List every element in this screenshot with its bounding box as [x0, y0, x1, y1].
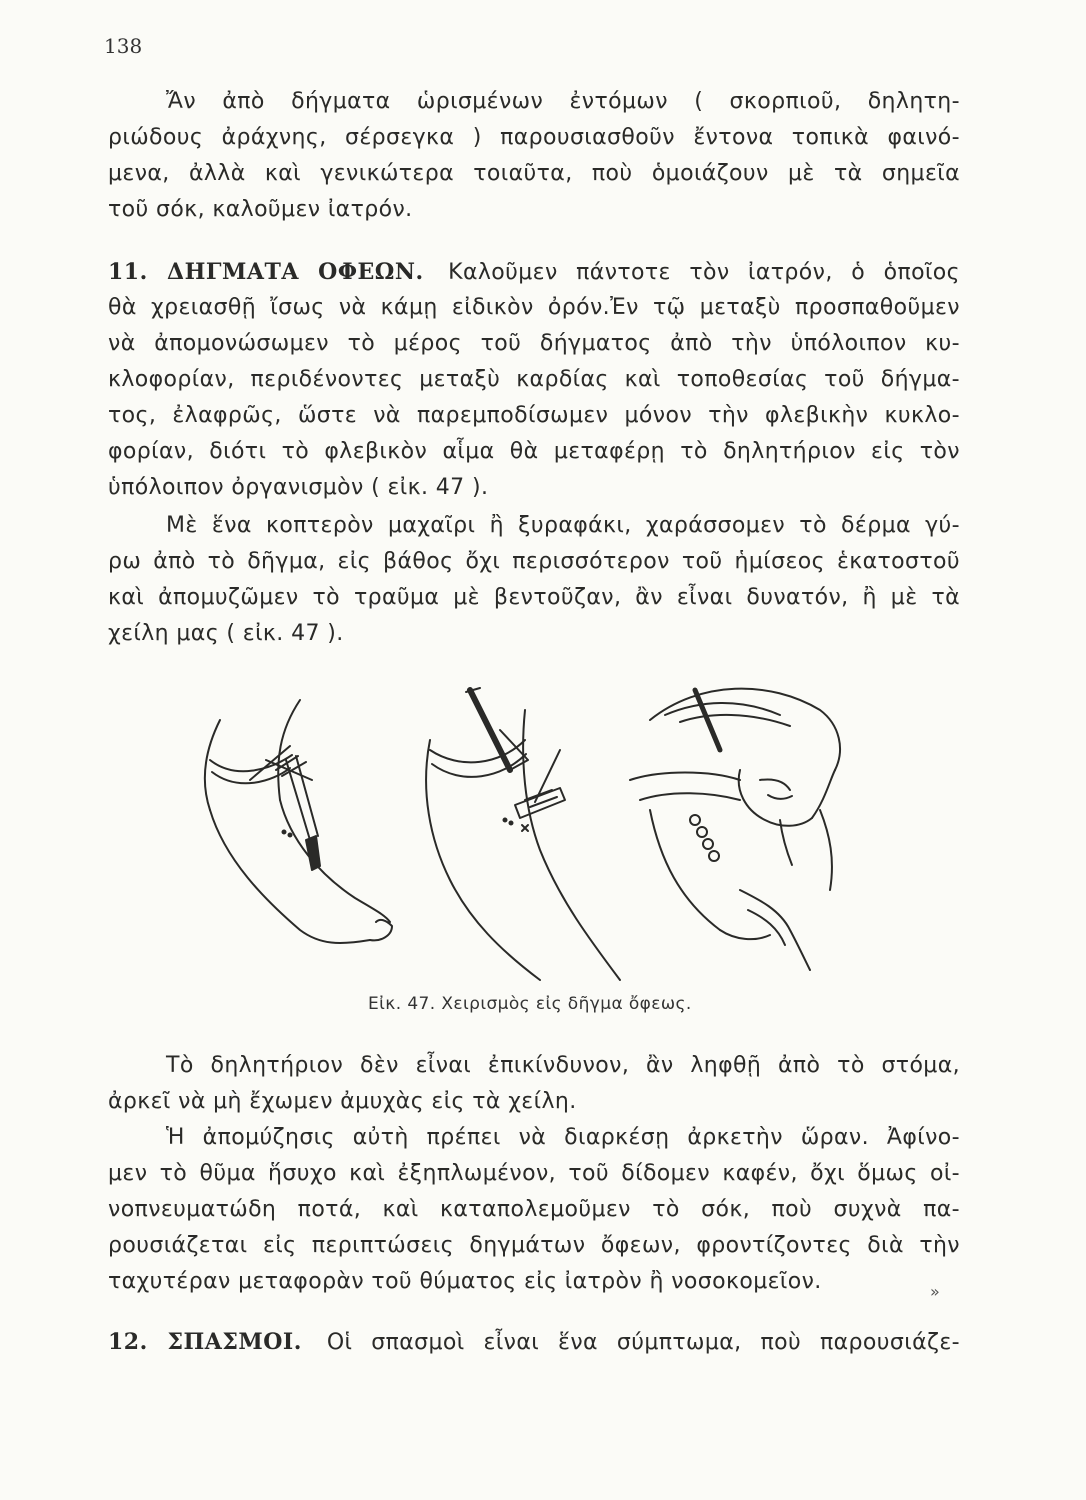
section-heading-12: 12. ΣΠΑΣΜΟΙ. [108, 1329, 302, 1355]
text-run: Οἱ σπασμοὶ εἶναι ἕνα σύμπτωμα, ποὺ παρουσιάζε- [326, 1330, 960, 1355]
text-line: χείλη μας ( εἰκ. 47 ). [108, 621, 344, 646]
text-line: ρουσιάζεται εἰς περιπτώσεις δηγμάτων ὄφεων, φροντίζοντες διὰ τὴν [108, 1233, 960, 1258]
paragraph-snake-bites [108, 254, 960, 506]
paragraph-insect-bites [108, 84, 960, 228]
text-line: Μὲ ἕνα κοπτερὸν μαχαῖρι ἢ ξυραφάκι, χαράσσομεν τὸ δέρμα γύ- [166, 513, 960, 538]
text-line: ρω ἀπὸ τὸ δῆγμα, εἰς βάθος ὄχι περισσότερον τοῦ ἡμίσεος ἑκατοστοῦ [108, 549, 960, 574]
text-line: ταχυτέραν μεταφορὰν τοῦ θύματος εἰς ἰατρὸν ἢ νοσοκομεῖον. [108, 1269, 822, 1294]
figure-caption: Εἰκ. 47. Χειρισμὸς εἰς δῆγμα ὄφεως. [368, 994, 692, 1014]
margin-mark: » [930, 1282, 940, 1301]
page-number: 138 [104, 34, 143, 58]
text-line: Ἄν ἀπὸ δήγματα ὡρισμένων ἐντόμων ( σκορπιοῦ, δηλητη- [166, 89, 960, 114]
paragraph-poison-mouth [108, 1048, 960, 1120]
text-line: ὑπόλοιπον ὀργανισμὸν ( εἰκ. 47 ). [108, 475, 489, 500]
figure-47-illustration [180, 660, 960, 990]
text-line: νοπνευματώδη ποτά, καὶ καταπολεμοῦμεν τὸ σόκ, ποὺ συχνὰ πα- [108, 1197, 960, 1222]
text-line [108, 1324, 960, 1360]
text-run: Καλοῦμεν πάντοτε τὸν ἰατρόν, ὁ ὁποῖος [448, 260, 960, 285]
text-line: μεν τὸ θῦμα ἥσυχο καὶ ἐξηπλωμένον, τοῦ δίδομεν καφέν, ὄχι ὅμως οἰ- [108, 1161, 960, 1186]
text-line: Ἡ ἀπομύζησις αὐτὴ πρέπει νὰ διαρκέσῃ ἀρκετὴν ὥραν. Ἀφίνο- [166, 1125, 960, 1150]
arm-tourniquet-drawing [205, 700, 392, 943]
text-line: ἀρκεῖ νὰ μὴ ἔχωμεν ἀμυχὰς εἰς τὰ χείλη. [108, 1089, 577, 1114]
paragraph-incision [108, 508, 960, 652]
text-line: φορίαν, διότι τὸ φλεβικὸν αἷμα θὰ μεταφέρῃ τὸ δηλητήριον εἰς τὸν [108, 439, 960, 464]
text-line: Τὸ δηλητήριον δὲν εἶναι ἐπικίνδυνον, ἂν ληφθῇ ἀπὸ τὸ στόμα, [166, 1053, 960, 1078]
text-line: μενα, ἀλλὰ καὶ γενικώτερα τοιαῦτα, ποὺ ὁμοιάζουν μὲ τὰ σημεῖα [108, 161, 960, 186]
paragraph-suction-duration [108, 1120, 960, 1300]
text-line: τοῦ σόκ, καλοῦμεν ἰατρόν. [108, 197, 413, 222]
text-line: τος, ἐλαφρῶς, ὥστε νὰ παρεμποδίσωμεν μόνον τὴν φλεβικὴν κυκλο- [108, 403, 960, 428]
text-line: νὰ ἀπομονώσωμεν τὸ μέρος τοῦ δήγματος ἀπὸ τὴν ὑπόλοιπον κυ- [108, 331, 960, 356]
section-heading-11: 11. ΔΗΓΜΑΤΑ ΟΦΕΩΝ. [108, 259, 424, 285]
text-line: θὰ χρειασθῇ ἴσως νὰ κάμῃ εἰδικὸν ὀρόν.Ἐν τῷ μεταξὺ προσπαθοῦμεν [108, 295, 960, 320]
paragraph-spasms [108, 1324, 960, 1360]
text-line: κλοφορίαν, περιδένοντες μεταξὺ καρδίας καὶ τοποθεσίας τοῦ δήγμα- [108, 367, 960, 392]
man-suction-drawing [630, 689, 840, 970]
text-line: καὶ ἀπομυζῶμεν τὸ τραῦμα μὲ βεντοῦζαν, ἂν εἶναι δυνατόν, ἢ μὲ τὰ [108, 585, 960, 610]
leg-razor-drawing [426, 688, 620, 980]
text-line [108, 254, 960, 290]
text-line: ριώδους ἀράχνης, σέρσεγκα ) παρουσιασθοῦν ἔντονα τοπικὰ φαινό- [108, 125, 960, 150]
